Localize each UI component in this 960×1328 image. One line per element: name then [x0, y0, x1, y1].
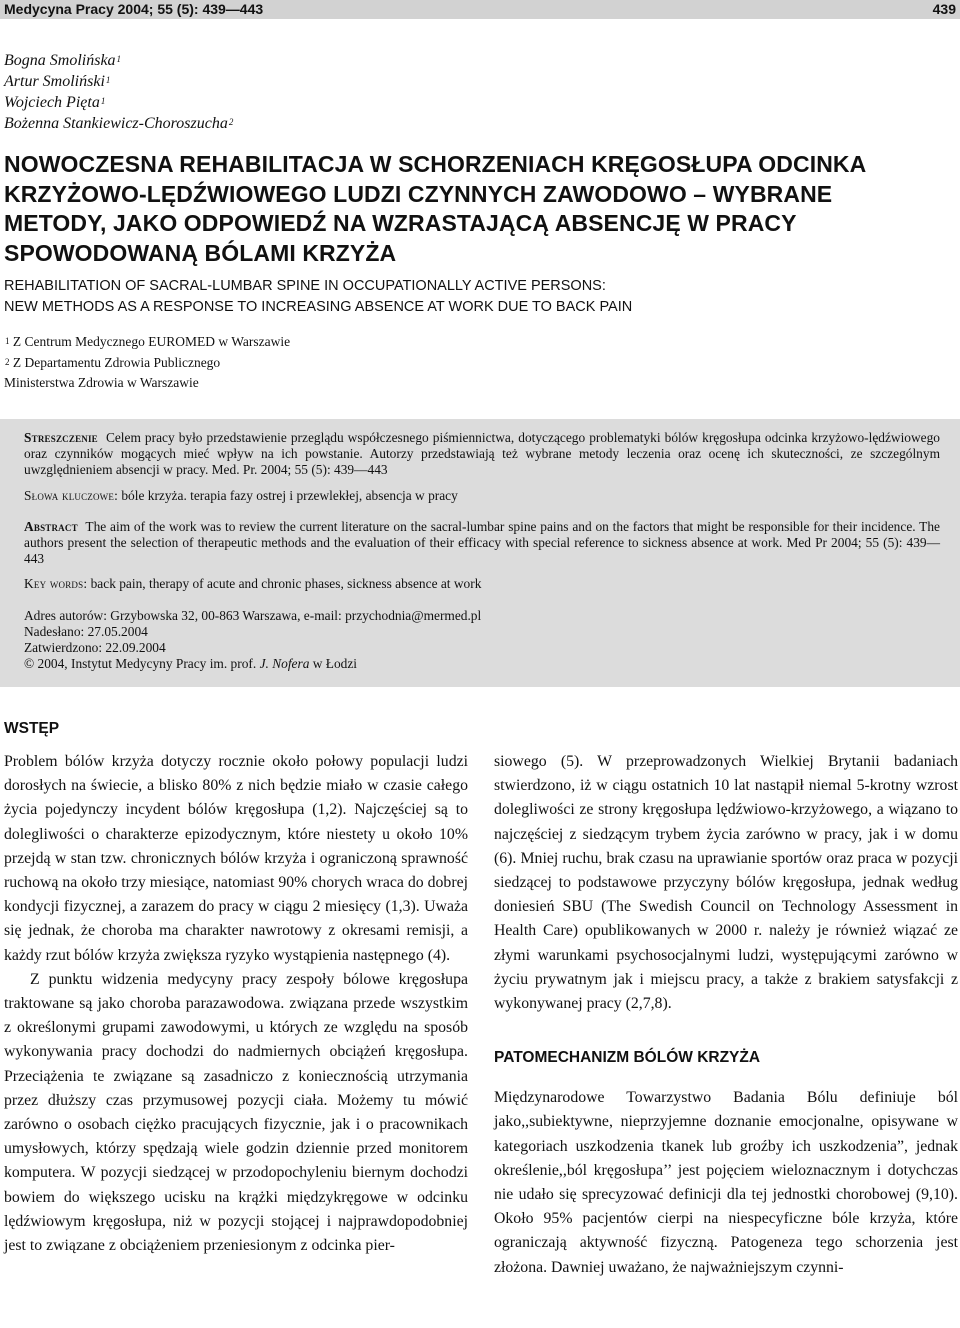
author-list	[4, 50, 233, 134]
keywords-text: bóle krzyża. terapia fazy ostrej i przewlekłej, absencja w pracy	[121, 487, 458, 503]
keywords-label: Key words:	[24, 576, 88, 592]
keywords-label: Słowa kluczowe:	[24, 487, 118, 503]
title-line: METODY, JAKO ODPOWIEDŹ NA WZRASTAJĄCĄ ABSENCJĘ W PRACY	[4, 210, 797, 236]
title-line: REHABILITATION OF SACRAL-LUMBAR SPINE IN OCCUPATIONALLY ACTIVE PERSONS:	[4, 278, 606, 294]
body-paragraph: siowego (5). W przeprowadzonych Wielkiej Brytanii badaniach stwierdzono, iż w ciągu ostatnich 10 lat nastąpił niemal 5-krotny wzrost dolegliwości ze strony kręgosłupa lędźwiowo-krzyżowego, a wiązano to najczęściej z siedzącym trybem życia zarówno w pracy, jak i w domu (6). Mniej ruchu, brak czasu na uprawianie sportów oraz praca w pozycji siedzącej to podstawowe przyczyny bólów kręgosłupa, jednak według doniesień SBU (The Swedish Council on Technology Assessment in Health Care) opublikowanych w 2000 r. należy je również wiązać ze złymi warunkami psychosocjalnymi ludzi, występującymi zarówno w życiu prywatnym jak i miejscu pracy, a także z brakiem satysfakcji z wykonywanej pracy (2,7,8).	[494, 753, 958, 1013]
author: Bogna Smolińska$^1$	[4, 52, 122, 69]
title-line: SPOWODOWANĄ BÓLAMI KRZYŻA	[4, 239, 397, 266]
author-address: Adres autorów: Grzybowska 32, 00-863 Warszawa, e-mail: przychodnia@mermed.pl	[24, 607, 482, 623]
copyright-line: © 2004, Instytut Medycyny Pracy im. prof. J. Nofera w Łodzi	[24, 656, 358, 672]
approved-date: Zatwierdzono: 22.09.2004	[24, 640, 166, 656]
affiliation-1: $^1$ Z Centrum Medycznego EUROMED w Warszawie	[5, 334, 291, 349]
affiliations	[4, 332, 290, 394]
abstract-label: Abstract	[24, 518, 78, 534]
author: Artur Smoliński$^1$	[4, 73, 111, 90]
body-paragraph: Międzynarodowe Towarzystwo Badania Bólu definiuje ból jako,,subiektywne, nieprzyjemne doznanie emocjonalne, opisywane w kategoriach uszkodzenia tkanek lub groźby ich uszkodzenia”, jednak określenie,,ból kręgosłupa’’ jest pojęciem wieloznacznym i dotychczas nie udało się sprecyzować definicji dla tej jednostki chorobowej (9,10). Około 95% pacjentów cierpi na niespecyficzne bóle krzyża, które ograniczają aktywność fizyczną. Patogeneza tego schorzenia jest złożona. Dawniej uważano, że najważniejszym czynni-	[494, 1089, 958, 1276]
author: Bożenna Stankiewicz-Choroszucha$^2$	[4, 115, 234, 132]
article-title-english	[4, 276, 954, 317]
abstract-text: The aim of the work was to review the current literature on the sacral-lumbar spine pains and on the factors that might be responsible for their incidence. The authors present the selection of therapeutic methods and the evaluation of their efficacy with special reference to sickness absence at work. Med Pr 2004; 55 (5): 439—443	[24, 518, 940, 567]
body-column-left	[4, 750, 468, 1258]
abstract-polish	[24, 430, 940, 479]
body-paragraph: Z punktu widzenia medycyny pracy zespoły bólowe kręgosłupa traktowane są jako choroba parazawodowa. związana przede wszystkim z określonymi grupami zawodowymi, u których ze względu na sposób wykonywania pracy dochodzi do nadmiernych obciążeń kręgosłupa. Przeciążenia te związane są zasadniczo z koniecznością utrzymania przez dłuższy czas przymusowej pozycji ciała. Możemy tu mówić zarówno o osobach ciężko pracujących fizycznie, jak i o pracownikach umysłowych, którzy spędzają wiele godzin dziennie przed monitorem komputera. W pozycji siedzącej w przodopochyleniu biernym dochodzi bowiem do większego ucisku na krążki międzykręgowe w odcinku lędźwiowym kręgosłupa, niż w pozycji stojącej i najprawdopodobniej jest to związane z obciążeniem przeniesionym z odcinka pier-	[4, 970, 468, 1255]
abstract-text: Celem pracy było przedstawienie przeglądu współczesnego piśmiennictwa, dotyczącego problematyki bólów kręgosłupa odcinka krzyżowo-lędźwiowego oraz czynników mogących mieć wpływ na ich powstanie. Autorzy przedstawiają też wybrane metody leczenia oraz ocenę ich skuteczności, ze szczególnym uwzględnieniem absencji w pracy. Med. Pr. 2004; 55 (5): 439—443	[24, 430, 940, 478]
article-title-polish	[4, 150, 954, 268]
abstract-box	[0, 419, 960, 687]
page-number: 439	[932, 1, 956, 17]
keywords-polish	[24, 488, 940, 504]
journal-header-band	[0, 0, 960, 19]
keywords-english	[24, 576, 940, 592]
body-paragraph: Problem bólów krzyża dotyczy rocznie około połowy populacji ludzi dorosłych na świecie, a blisko 80% z nich będzie miało w czasie całego życia pojedynczy incydent bólów kręgosłupa (1,2). Najczęściej są to dolegliwości o charakterze epizodycznym, które niestety u około 10% przejdą w stan tzw. chronicznych bólów krzyża i ograniczoną sprawność ruchową na około trzy miesiące, natomiast 90% chorych wraca do dobrej kondycji fizycznej, a zarazem do pracy w ciągu 2 miesięcy (1,3). Uważa się jednak, że choroba ma charakter nawrotowy z okresami remisji, a każdy rzut bólów krzyża zwiększa ryzyko wystąpienia następnego (4).	[4, 753, 468, 964]
journal-reference: Medycyna Pracy 2004; 55 (5): 439—443	[4, 1, 264, 17]
abstract-label: Streszczenie	[24, 430, 98, 445]
article-info	[24, 608, 940, 673]
section-heading-introduction: WSTĘP	[4, 720, 60, 737]
abstract-english	[24, 519, 940, 568]
affiliation-2-cont: Ministerstwa Zdrowia w Warszawie	[4, 375, 199, 390]
keywords-text: back pain, therapy of acute and chronic phases, sickness absence at work	[90, 576, 482, 592]
title-line: KRZYŻOWO-LĘDŹWIOWEGO LUDZI CZYNNYCH ZAWODOWO – WYBRANE	[4, 180, 833, 207]
title-line: NEW METHODS AS A RESPONSE TO INCREASING ABSENCE AT WORK DUE TO BACK PAIN	[4, 298, 633, 315]
affiliation-2: $^2$ Z Departamentu Zdrowia Publicznego	[5, 354, 221, 370]
title-line: NOWOCZESNA REHABILITACJA W SCHORZENIACH KRĘGOSŁUPA ODCINKA	[4, 151, 867, 177]
received-date: Nadesłano: 27.05.2004	[24, 623, 148, 639]
section-heading-pathomechanism: PATOMECHANIZM BÓLÓW KRZYŻA	[494, 1049, 761, 1067]
body-column-right	[494, 750, 958, 1280]
author: Wojciech Pięta$^1$	[4, 94, 106, 111]
